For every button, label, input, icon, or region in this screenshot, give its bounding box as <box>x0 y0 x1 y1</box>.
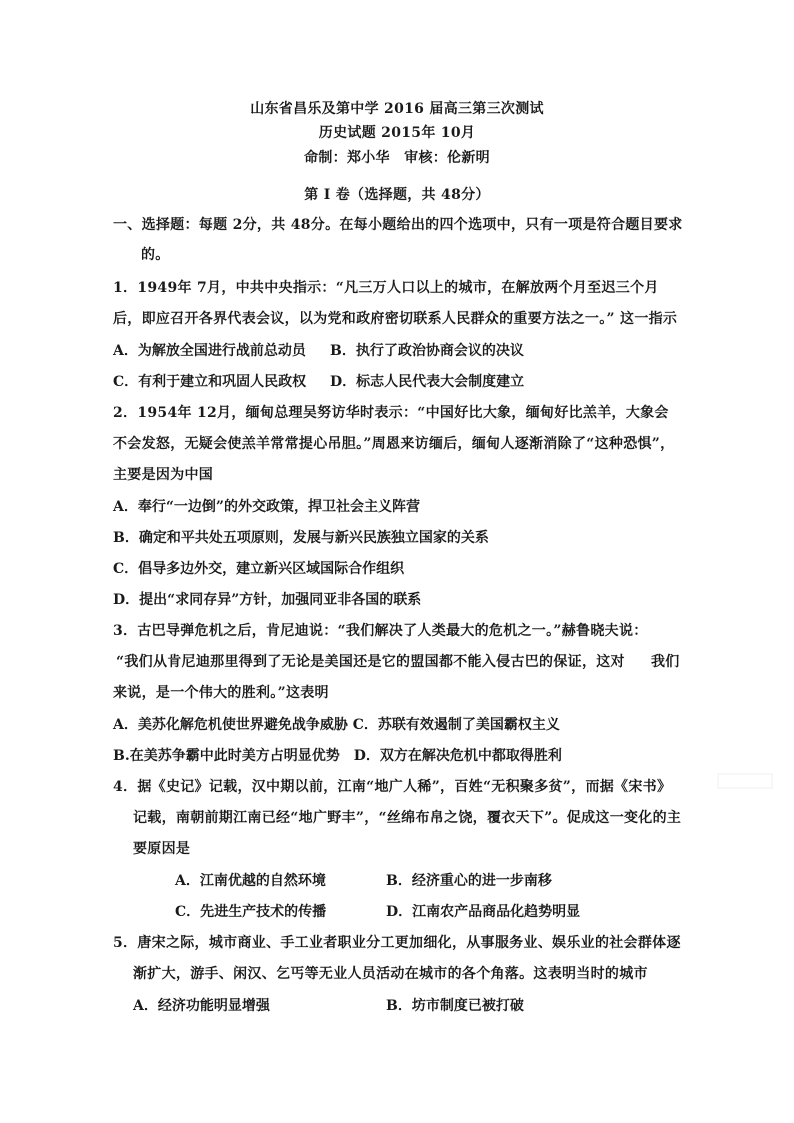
question-4-option-b: B．经济重心的进一步南移 <box>386 873 552 889</box>
question-2-stem: 不会发怒，无疑会使羔羊常常提心吊胆。”周恩来访缅后，缅甸人逐渐消除了“这种恐惧”， <box>113 436 675 452</box>
question-3-stem: 来说，是一个伟大的胜利。”这表明 <box>113 685 329 701</box>
question-3-stem: “我们从肯尼迪那里得到了无论是美国还是它的盟国都不能入侵古巴的保证，这对 <box>116 654 625 670</box>
question-4-stem: 要原因是 <box>133 841 191 857</box>
question-3-stem: 3．古巴导弹危机之后，肯尼迪说：“我们解决了人类最大的危机之一。”赫鲁晓夫说： <box>113 623 648 639</box>
question-3-options-ac: A．美苏化解危机使世界避免战争威胁 C．苏联有效遏制了美国霸权主义 <box>113 717 560 733</box>
subject-date: 历史试题 2015年 10月 <box>318 125 476 141</box>
instructions-line: 一、选择题：每题 2分，共 48分。在每小题给出的四个选项中，只有一项是符合题目要求 <box>113 217 683 233</box>
question-2-option-d: D．提出“求同存异”方针，加强同亚非各国的联系 <box>113 592 422 608</box>
question-4-option-d: D．江南农产品商品化趋势明显 <box>386 904 581 920</box>
question-4-option-a: A．江南优越的自然环境 <box>175 873 326 889</box>
section-heading: 第 I 卷（选择题，共 48分） <box>304 187 490 203</box>
question-5-stem: 5．唐宋之际，城市商业、手工业者职业分工更加细化，从事服务业、娱乐业的社会群体逐 <box>113 935 681 951</box>
question-1-stem: 1．1949年 7月，中共中央指示：“凡三万人口以上的城市，在解放两个月至迟三个月 <box>113 280 659 296</box>
question-2-option-b: B．确定和平共处五项原则，发展与新兴民族独立国家的关系 <box>113 530 489 546</box>
question-5-option-b: B．坊市制度已被打破 <box>386 998 524 1014</box>
question-3-stem: 我们 <box>651 654 680 670</box>
question-4-stem: 记载，南朝前期江南已经“地广野丰”，“丝绵布帛之饶，覆衣天下”。促成这一变化的主 <box>133 810 682 826</box>
watermark-mark-icon <box>716 770 776 792</box>
authors-line: 命制：郑小华 审核：伦新明 <box>304 150 490 166</box>
exam-title: 山东省昌乐及第中学 2016 届高三第三次测试 <box>250 101 544 117</box>
instructions-line: 的。 <box>141 247 170 263</box>
question-5-stem: 渐扩大，游手、闲汉、乞丐等无业人员活动在城市的各个角落。这表明当时的城市 <box>133 966 648 982</box>
question-1-option-d: D．标志人民代表大会制度建立 <box>330 374 525 390</box>
question-2-option-a: A．奉行“一边倒”的外交政策，捍卫社会主义阵营 <box>113 499 420 515</box>
question-1-option-a: A．为解放全国进行战前总动员 <box>113 343 306 359</box>
faint-watermark <box>716 770 776 792</box>
question-3-options-bd: B.在美苏争霸中此时美方占明显优势 D．双方在解决危机中都取得胜利 <box>113 748 562 764</box>
question-4-stem: 4．据《史记》记载，汉中期以前，江南“地广人稀”，百姓“无积聚多贫”，而据《宋书》 <box>113 779 672 795</box>
question-2-stem: 主要是因为中国 <box>113 467 214 483</box>
question-4-option-c: C．先进生产技术的传播 <box>175 904 327 920</box>
question-2-stem: 2．1954年 12月，缅甸总理吴努访华时表示：“中国好比大象，缅甸好比羔羊，大象会 <box>113 405 669 421</box>
question-5-option-a: A．经济功能明显增强 <box>133 998 270 1014</box>
question-1-stem: 后，即应召开各界代表会议，以为党和政府密切联系人民群众的重要方法之一。” 这一指示 <box>113 311 678 327</box>
question-1-option-c: C．有利于建立和巩固人民政权 <box>113 374 307 390</box>
question-2-option-c: C．倡导多边外交，建立新兴区域国际合作组织 <box>113 561 405 577</box>
question-1-option-b: B．执行了政治协商会议的决议 <box>330 343 524 359</box>
